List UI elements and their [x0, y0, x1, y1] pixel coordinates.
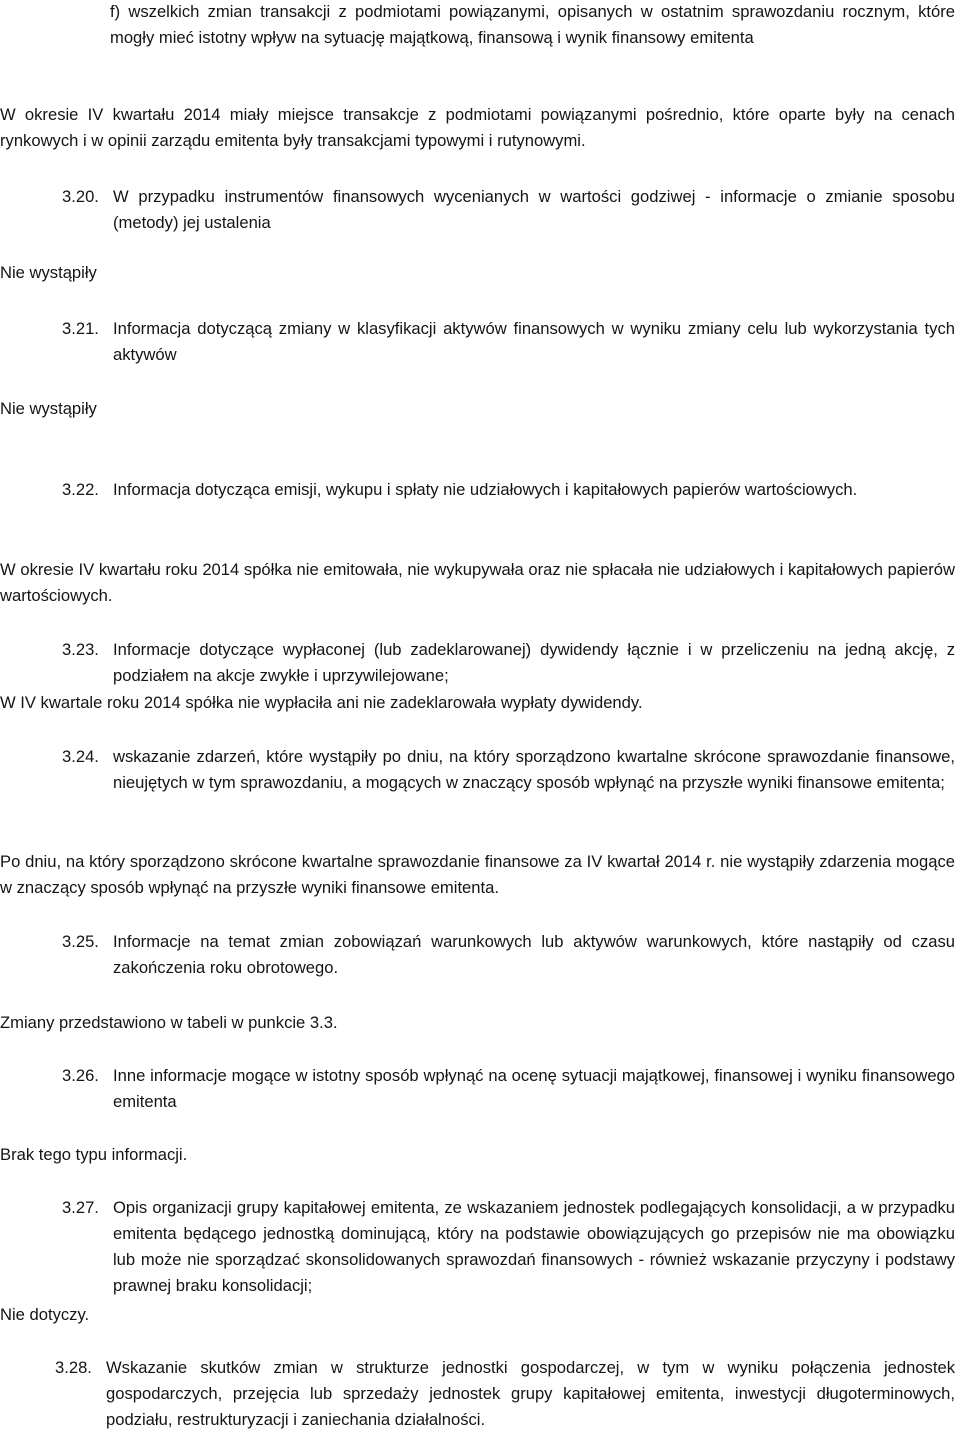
section-3-20: [62, 184, 955, 236]
section-number: 3.21.: [62, 319, 99, 338]
section-heading: Wskazanie skutków zmian w strukturze jednostki gospodarczej, w tym w wyniku połączenia jednostek gospodarczych, przejęcia lub sprzedaży jednostek grupy kapitałowej emitenta, inwestycji długoterminowych, podziału, restrukturyzacji i zaniechania działalności.: [106, 1358, 955, 1429]
section-heading: Informacja dotycząca emisji, wykupu i spłaty nie udziałowych i kapitałowych papierów wartościowych.: [113, 480, 858, 499]
section-3-26-answer: Brak tego typu informacji.: [0, 1145, 188, 1164]
section-number: 3.27.: [62, 1198, 99, 1217]
section-heading: Opis organizacji grupy kapitałowej emitenta, ze wskazaniem jednostek podlegających konsolidacji, a w przypadku emitenta będącego jednostką dominującą, który na podstawie obowiązujących go przepisów nie ma obowiązku lub może nie sporządzać skonsolidowanych sprawozdań finansowych - również wskazanie przyczyny i podstawy prawnej braku konsolidacji;: [113, 1198, 955, 1295]
section-3-20-answer: Nie wystąpiły: [0, 263, 97, 282]
section-3-26: [62, 1063, 955, 1115]
section-3-23-answer: W IV kwartale roku 2014 spółka nie wypłaciła ani nie zadeklarowała wypłaty dywidendy.: [0, 693, 643, 712]
section-number: 3.23.: [62, 640, 99, 659]
section-heading: Informacja dotyczącą zmiany w klasyfikacji aktywów finansowych w wyniku zmiany celu lub wykorzystania tych aktywów: [113, 319, 955, 364]
section-3-25-answer: Zmiany przedstawiono w tabeli w punkcie 3.3.: [0, 1013, 338, 1032]
section-number: 3.25.: [62, 932, 99, 951]
section-3-28: [55, 1355, 955, 1433]
para-iv-transactions: W okresie IV kwartału 2014 miały miejsce transakcje z podmiotami powiązanymi pośrednio, które oparte były na cenach rynkowych i w opinii zarządu emitenta były transakcjami typowymi i rutynowymi.: [0, 105, 955, 150]
section-heading: Inne informacje mogące w istotny sposób wpłynąć na ocenę sytuacji majątkowej, finansowej i wyniku finansowego emitenta: [113, 1066, 955, 1111]
section-3-23: [62, 637, 955, 689]
section-number: 3.20.: [62, 187, 99, 206]
section-number: 3.26.: [62, 1066, 99, 1085]
section-3-21: [62, 316, 955, 368]
section-heading: Informacje na temat zmian zobowiązań warunkowych lub aktywów warunkowych, które nastąpiły od czasu zakończenia roku obrotowego.: [113, 932, 955, 977]
section-3-25: [62, 929, 955, 981]
item-f: [110, 0, 955, 51]
section-heading: W przypadku instrumentów finansowych wycenianych w wartości godziwej - informacje o zmianie sposobu (metody) jej ustalenia: [113, 187, 955, 232]
section-number: 3.28.: [55, 1358, 92, 1377]
section-number: 3.24.: [62, 747, 99, 766]
section-3-27-answer: Nie dotyczy.: [0, 1305, 90, 1324]
section-3-24: [62, 744, 955, 796]
section-3-27: [62, 1195, 955, 1299]
section-3-22: [62, 477, 955, 503]
section-3-24-answer: Po dniu, na który sporządzono skrócone kwartalne sprawozdanie finansowe za IV kwartał 2014 r. nie wystąpiły zdarzenia mogące w znaczący sposób wpłynąć na przyszłe wyniki finansowe emitenta.: [0, 852, 955, 897]
section-heading: wskazanie zdarzeń, które wystąpiły po dniu, na który sporządzono kwartalne skrócone sprawozdanie finansowe, nieujętych w tym sprawozdaniu, a mogących w znaczący sposób wpłynąć na przyszłe wyniki finansowe emitenta;: [113, 747, 955, 792]
item-f-text: f) wszelkich zmian transakcji z podmiotami powiązanymi, opisanych w ostatnim sprawozdaniu rocznym, które mogły mieć istotny wpływ na sytuację majątkową, finansową i wynik finansowy emitenta: [110, 2, 955, 47]
section-3-21-answer: Nie wystąpiły: [0, 399, 97, 418]
section-number: 3.22.: [62, 480, 99, 499]
section-3-22-answer: W okresie IV kwartału roku 2014 spółka nie emitowała, nie wykupywała oraz nie spłacała nie udziałowych i kapitałowych papierów wartościowych.: [0, 560, 955, 605]
section-heading: Informacje dotyczące wypłaconej (lub zadeklarowanej) dywidendy łącznie i w przeliczeniu na jedną akcję, z podziałem na akcje zwykłe i uprzywilejowane;: [113, 640, 955, 685]
